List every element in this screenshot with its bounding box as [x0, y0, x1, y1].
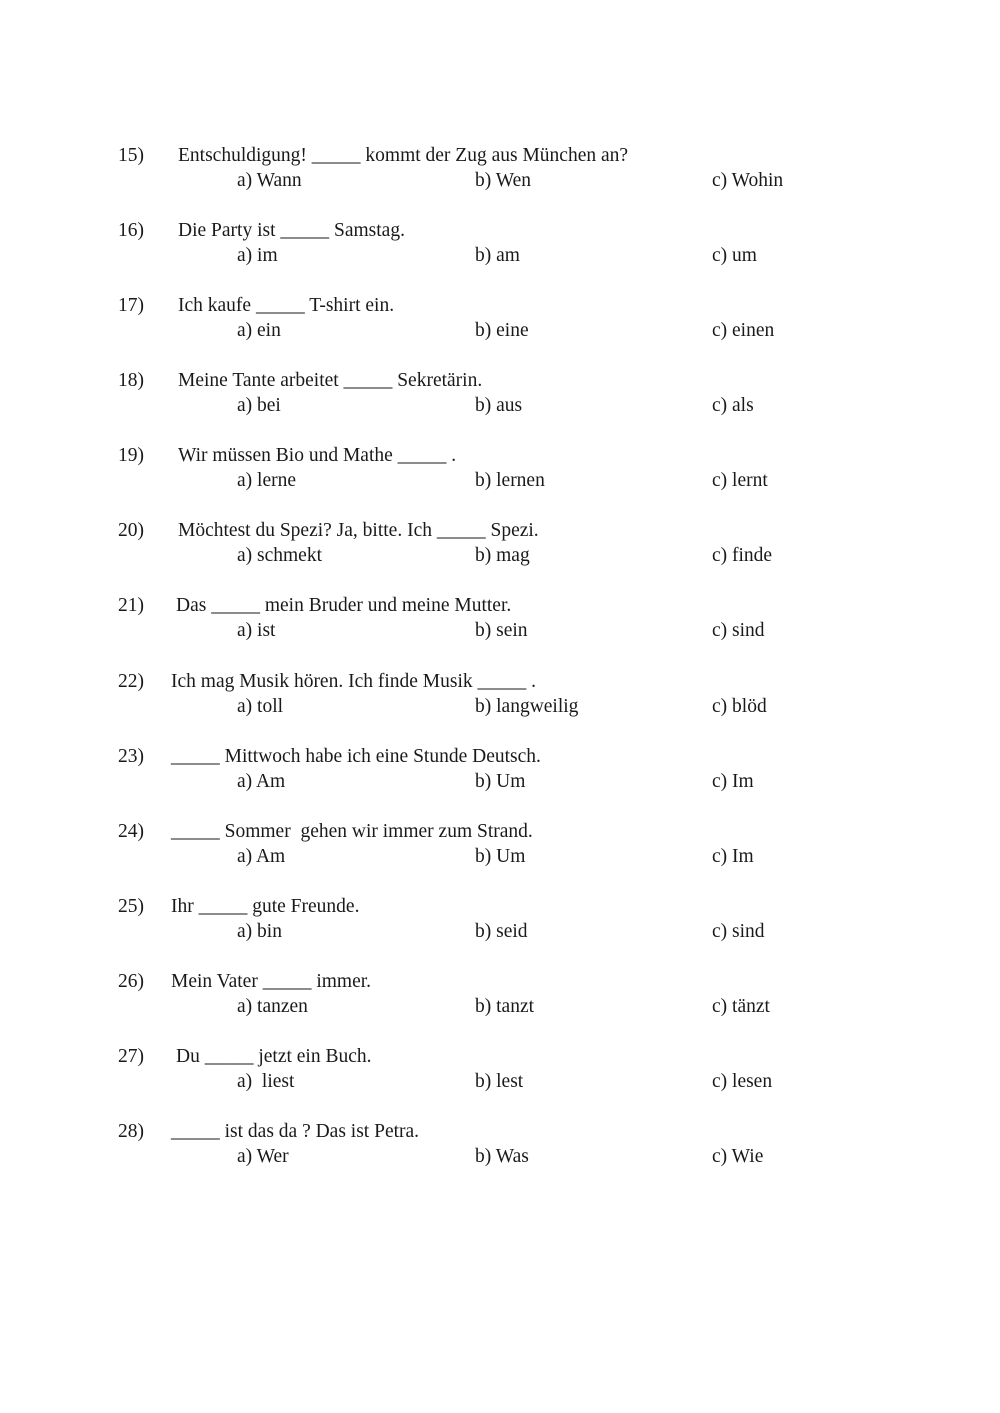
- question-23: [0, 746, 1000, 806]
- option-c: c) tänzt: [712, 996, 770, 1017]
- question-number: 15): [118, 145, 144, 166]
- option-a: a) lerne: [237, 470, 296, 491]
- question-number: 26): [118, 971, 144, 992]
- question-stem: Möchtest du Spezi? Ja, bitte. Ich _____ Spezi.: [178, 520, 539, 541]
- question-number: 24): [118, 821, 144, 842]
- option-a: a) Wer: [237, 1146, 289, 1167]
- question-stem: Ich mag Musik hören. Ich finde Musik _____ .: [171, 671, 537, 692]
- question-number: 16): [118, 220, 144, 241]
- question-18: [0, 370, 1000, 430]
- question-number: 22): [118, 671, 144, 692]
- question-stem: Mein Vater _____ immer.: [171, 971, 372, 992]
- question-26: [0, 971, 1000, 1031]
- option-c: c) lesen: [712, 1071, 773, 1092]
- question-number: 23): [118, 746, 144, 767]
- question-number: 27): [118, 1046, 144, 1067]
- option-a: a) tanzen: [237, 996, 308, 1017]
- question-stem: Entschuldigung! _____ kommt der Zug aus München an?: [178, 145, 629, 166]
- option-a: a) im: [237, 245, 278, 266]
- option-b: b) langweilig: [475, 696, 579, 717]
- question-17: [0, 295, 1000, 355]
- question-20: [0, 520, 1000, 580]
- option-b: b) sein: [475, 620, 528, 641]
- option-c: c) Im: [712, 846, 754, 867]
- option-c: c) blöd: [712, 696, 767, 717]
- question-number: 20): [118, 520, 144, 541]
- option-b: b) lernen: [475, 470, 545, 491]
- question-27: [0, 1046, 1000, 1106]
- question-stem: _____ Mittwoch habe ich eine Stunde Deutsch.: [171, 746, 541, 767]
- question-stem: Die Party ist _____ Samstag.: [178, 220, 405, 241]
- option-b: b) am: [475, 245, 520, 266]
- option-a: a) bin: [237, 921, 282, 942]
- option-b: b) mag: [475, 545, 530, 566]
- option-c: c) sind: [712, 620, 765, 641]
- question-stem: _____ Sommer gehen wir immer zum Strand.: [171, 821, 533, 842]
- question-21: [0, 595, 1000, 655]
- question-stem: Meine Tante arbeitet _____ Sekretärin.: [178, 370, 483, 391]
- option-a: a) liest: [237, 1071, 295, 1092]
- option-b: b) Wen: [475, 170, 532, 191]
- option-c: c) Wie: [712, 1146, 764, 1167]
- option-a: a) ein: [237, 320, 281, 341]
- question-number: 19): [118, 445, 144, 466]
- question-stem: Ich kaufe _____ T-shirt ein.: [178, 295, 395, 316]
- question-24: [0, 821, 1000, 881]
- question-16: [0, 220, 1000, 280]
- option-b: b) Um: [475, 771, 526, 792]
- question-28: [0, 1121, 1000, 1181]
- question-15: [0, 145, 1000, 205]
- option-c: c) als: [712, 395, 754, 416]
- option-b: b) aus: [475, 395, 523, 416]
- question-number: 28): [118, 1121, 144, 1142]
- option-a: a) Am: [237, 846, 286, 867]
- option-c: c) Wohin: [712, 170, 784, 191]
- option-c: c) Im: [712, 771, 754, 792]
- question-stem: Du _____ jetzt ein Buch.: [176, 1046, 372, 1067]
- option-c: c) lernt: [712, 470, 768, 491]
- option-b: b) eine: [475, 320, 529, 341]
- question-25: [0, 896, 1000, 956]
- option-c: c) um: [712, 245, 757, 266]
- question-stem: Das _____ mein Bruder und meine Mutter.: [176, 595, 512, 616]
- option-a: a) bei: [237, 395, 281, 416]
- option-b: b) lest: [475, 1071, 524, 1092]
- option-a: a) toll: [237, 696, 284, 717]
- option-c: c) finde: [712, 545, 773, 566]
- option-c: c) sind: [712, 921, 765, 942]
- option-a: a) ist: [237, 620, 276, 641]
- question-stem: _____ ist das da ? Das ist Petra.: [171, 1121, 420, 1142]
- option-a: a) schmekt: [237, 545, 323, 566]
- question-number: 17): [118, 295, 144, 316]
- question-number: 21): [118, 595, 144, 616]
- option-a: a) Am: [237, 771, 286, 792]
- option-b: b) tanzt: [475, 996, 535, 1017]
- question-22: [0, 671, 1000, 731]
- option-b: b) seid: [475, 921, 528, 942]
- question-number: 18): [118, 370, 144, 391]
- question-19: [0, 445, 1000, 505]
- option-a: a) Wann: [237, 170, 302, 191]
- question-stem: Wir müssen Bio und Mathe _____ .: [178, 445, 457, 466]
- question-number: 25): [118, 896, 144, 917]
- option-b: b) Was: [475, 1146, 529, 1167]
- option-c: c) einen: [712, 320, 775, 341]
- option-b: b) Um: [475, 846, 526, 867]
- question-stem: Ihr _____ gute Freunde.: [171, 896, 360, 917]
